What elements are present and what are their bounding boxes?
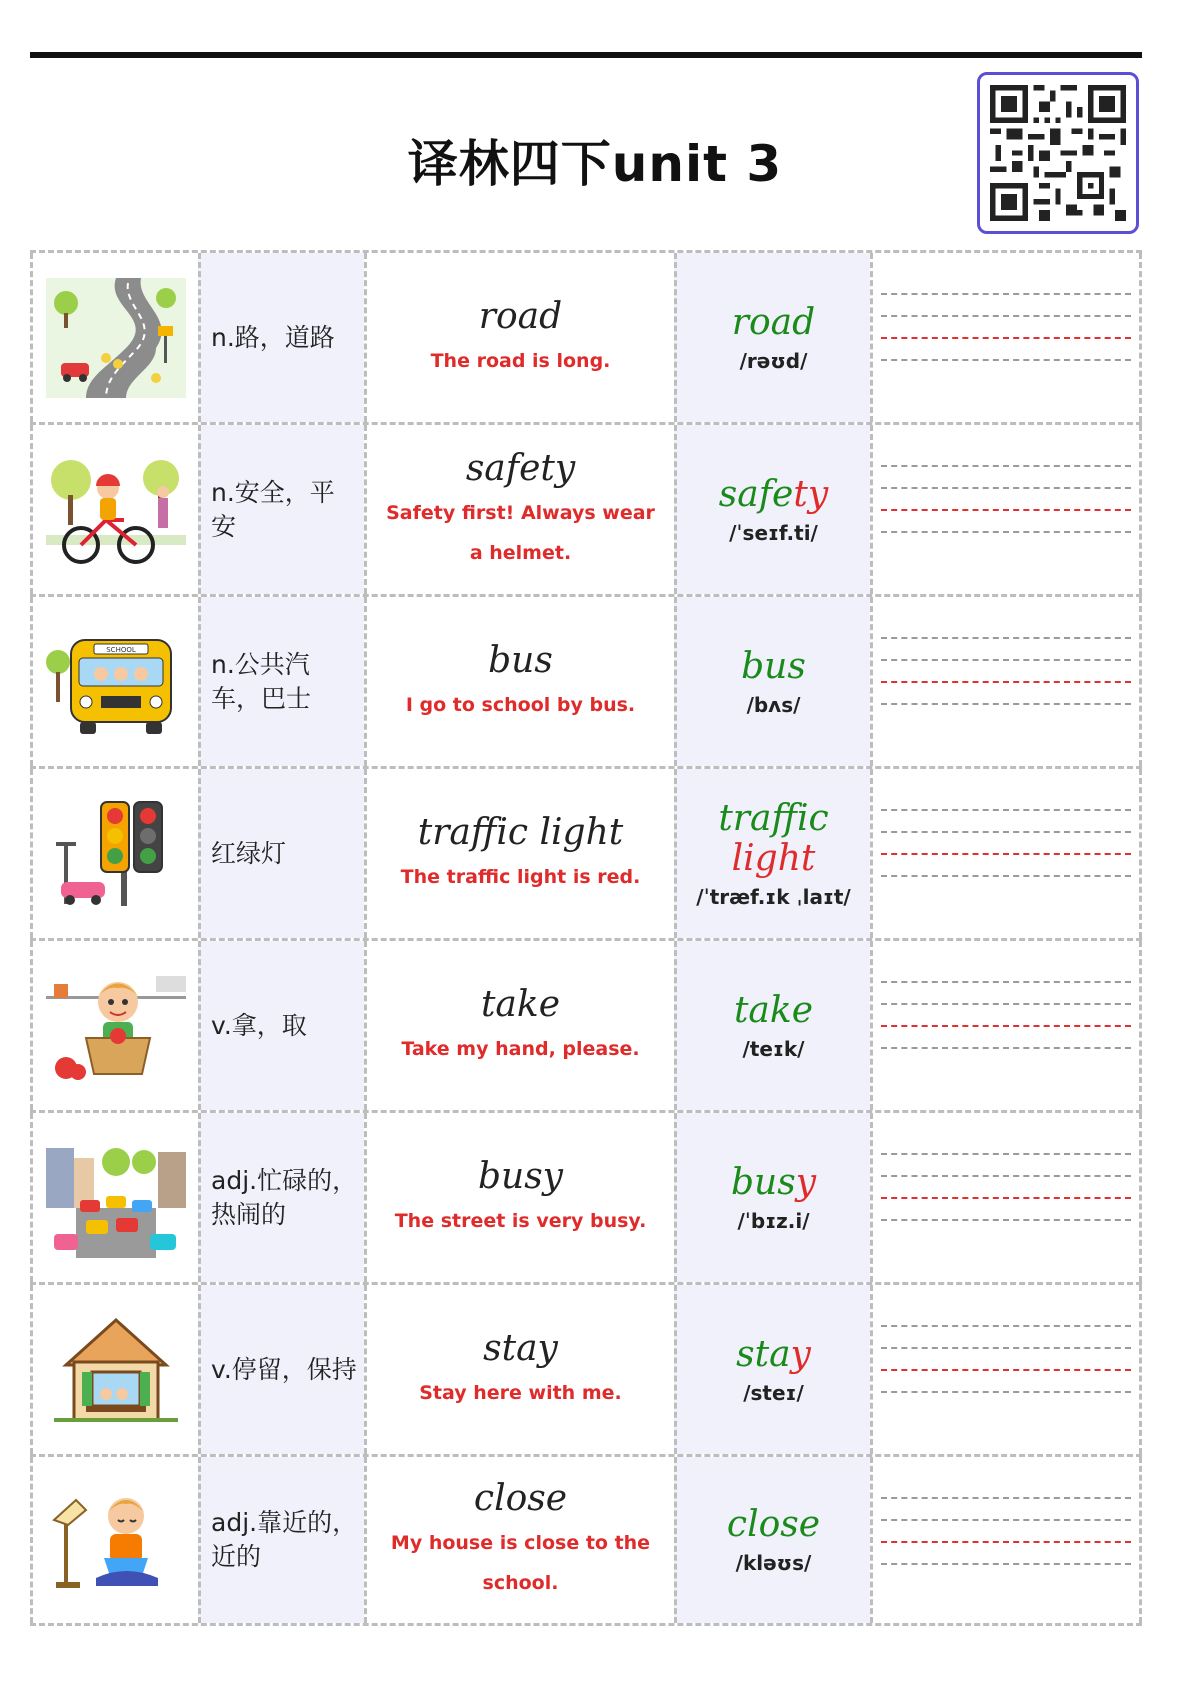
guide-line: [881, 531, 1131, 533]
guide-line: [881, 1047, 1131, 1049]
guide-line: [881, 1153, 1131, 1155]
color-coded-word: [732, 303, 815, 343]
baseline-guide-red: [881, 853, 1131, 855]
meaning-cell: [198, 425, 364, 594]
word-part-red: y: [790, 1333, 811, 1375]
boy-with-basket-icon: [30, 941, 198, 1110]
color-coded-word: [719, 475, 828, 515]
word-part-red: ty: [793, 473, 829, 515]
word-part-green: safe: [718, 473, 794, 515]
traffic-light-icon: [30, 769, 198, 938]
word-part-red: y: [795, 1161, 817, 1203]
road-scene-icon: [30, 253, 198, 422]
guide-line: [881, 1347, 1131, 1349]
guide-line: [881, 809, 1131, 811]
guide-line: [881, 487, 1131, 489]
guide-line: [881, 1003, 1131, 1005]
handwriting-practice-area[interactable]: [870, 1113, 1142, 1282]
baseline-guide-red: [881, 509, 1131, 511]
handwriting-practice-area[interactable]: [870, 425, 1142, 594]
color-coded-word: [734, 991, 813, 1031]
guide-line: [881, 659, 1131, 661]
chinese-meaning: v.停留，保持: [211, 1354, 357, 1384]
boy-reading-lamp-icon: [30, 1457, 198, 1623]
meaning-cell: [198, 1285, 364, 1454]
word-part-green: bus: [741, 645, 806, 687]
meaning-cell: [198, 1113, 364, 1282]
school-bus-icon: [30, 597, 198, 766]
word-cell: [364, 941, 674, 1110]
qr-code-icon[interactable]: [977, 72, 1139, 234]
example-sentence: The traffic light is red.: [400, 865, 641, 888]
phonetic-transcription: /ˈbɪz.i/: [737, 1208, 810, 1233]
page-title: 译林四下unit 3: [407, 135, 783, 193]
handwriting-practice-area[interactable]: [870, 253, 1142, 422]
house-window-icon: [30, 1285, 198, 1454]
guide-line: [881, 1325, 1131, 1327]
table-row: [30, 766, 1142, 938]
baseline-guide-red: [881, 681, 1131, 683]
phonetic-transcription: /kləʊs/: [735, 1551, 812, 1575]
baseline-guide-red: [881, 1541, 1131, 1543]
word-part-green: close: [726, 1504, 821, 1545]
color-coded-word: [718, 799, 828, 879]
guide-line: [881, 1175, 1131, 1177]
baseline-guide-red: [881, 1197, 1131, 1199]
handwriting-practice-area[interactable]: [870, 1457, 1142, 1623]
guide-line: [881, 1563, 1131, 1565]
table-row: [30, 422, 1142, 594]
phonetic-transcription: /ˈseɪf.ti/: [729, 520, 818, 545]
handwriting-practice-area[interactable]: [870, 1285, 1142, 1454]
color-coded-word: [727, 1505, 820, 1545]
english-word: bus: [488, 639, 553, 681]
child-cycling-helmet-icon: [30, 425, 198, 594]
meaning-cell: [198, 941, 364, 1110]
guide-line: [881, 981, 1131, 983]
guide-line: [881, 315, 1131, 317]
phonetic-transcription: /bʌs/: [746, 692, 801, 717]
word-part-red: light: [731, 837, 816, 879]
phonics-cell: [674, 1113, 870, 1282]
english-word: safety: [465, 447, 576, 489]
phonetic-transcription: /steɪ/: [743, 1380, 804, 1405]
chinese-meaning: v.拿，取: [211, 1010, 307, 1040]
meaning-cell: [198, 1457, 364, 1623]
word-part-green: road: [731, 301, 816, 343]
english-word: stay: [483, 1327, 558, 1369]
guide-line: [881, 1391, 1131, 1393]
chinese-meaning: n.安全，平安: [211, 477, 335, 541]
chinese-meaning: adj.靠近的，近的: [211, 1508, 358, 1571]
color-coded-word: [736, 1335, 811, 1375]
table-row: [30, 938, 1142, 1110]
handwriting-practice-area[interactable]: [870, 769, 1142, 938]
table-row: [30, 1454, 1142, 1626]
word-cell: [364, 1457, 674, 1623]
word-part-green: take: [733, 989, 814, 1031]
example-sentence: Safety first! Always wear a helmet.: [386, 501, 655, 564]
phonics-cell: [674, 1457, 870, 1623]
word-part-green: traffic: [718, 797, 829, 839]
word-part-green: sta: [736, 1333, 791, 1375]
phonics-cell: [674, 425, 870, 594]
phonics-cell: [674, 769, 870, 938]
english-word: traffic light: [417, 811, 624, 853]
table-row: [30, 1282, 1142, 1454]
color-coded-word: [731, 1163, 816, 1203]
baseline-guide-red: [881, 1025, 1131, 1027]
word-part-green: bus: [730, 1161, 796, 1203]
word-cell: [364, 1113, 674, 1282]
english-word: road: [478, 295, 563, 337]
word-cell: [364, 425, 674, 594]
example-sentence: Take my hand, please.: [401, 1037, 640, 1060]
guide-line: [881, 465, 1131, 467]
phonetic-transcription: /teɪk/: [742, 1036, 805, 1061]
word-cell: [364, 253, 674, 422]
meaning-cell: [198, 253, 364, 422]
baseline-guide-red: [881, 1369, 1131, 1371]
guide-line: [881, 637, 1131, 639]
handwriting-practice-area[interactable]: [870, 597, 1142, 766]
guide-line: [881, 1219, 1131, 1221]
guide-line: [881, 1497, 1131, 1499]
meaning-cell: [198, 769, 364, 938]
phonics-cell: [674, 597, 870, 766]
phonics-cell: [674, 253, 870, 422]
vocabulary-table: [30, 250, 1142, 1626]
english-word: close: [473, 1478, 568, 1519]
word-cell: [364, 1285, 674, 1454]
guide-line: [881, 703, 1131, 705]
word-cell: [364, 597, 674, 766]
chinese-meaning: n.路，道路: [211, 322, 335, 352]
svg-text:SCHOOL: SCHOOL: [105, 645, 136, 654]
guide-line: [881, 1519, 1131, 1521]
busy-street-icon: [30, 1113, 198, 1282]
guide-line: [881, 293, 1131, 295]
table-row: [30, 250, 1142, 422]
word-cell: [364, 769, 674, 938]
example-sentence: My house is close to the school.: [390, 1532, 651, 1594]
table-row: [30, 1110, 1142, 1282]
guide-line: [881, 831, 1131, 833]
example-sentence: The street is very busy.: [394, 1209, 647, 1232]
phonics-cell: [674, 941, 870, 1110]
phonetic-transcription: /ˈtræf.ɪk ˌlaɪt/: [696, 884, 851, 909]
phonics-cell: [674, 1285, 870, 1454]
table-row: [30, 594, 1142, 766]
example-sentence: Stay here with me.: [419, 1381, 622, 1404]
example-sentence: The road is long.: [430, 349, 611, 372]
guide-line: [881, 359, 1131, 361]
meaning-cell: [198, 597, 364, 766]
color-coded-word: [741, 647, 806, 687]
chinese-meaning: n.公共汽车，巴士: [211, 649, 312, 713]
baseline-guide-red: [881, 337, 1131, 339]
chinese-meaning: adj.忙碌的，热闹的: [211, 1165, 358, 1229]
handwriting-practice-area[interactable]: [870, 941, 1142, 1110]
english-word: busy: [477, 1155, 564, 1197]
guide-line: [881, 875, 1131, 877]
phonetic-transcription: /rəʊd/: [739, 348, 808, 373]
chinese-meaning: 红绿灯: [211, 838, 287, 868]
top-rule: [30, 52, 1142, 58]
example-sentence: I go to school by bus.: [405, 693, 636, 716]
english-word: take: [480, 983, 561, 1025]
